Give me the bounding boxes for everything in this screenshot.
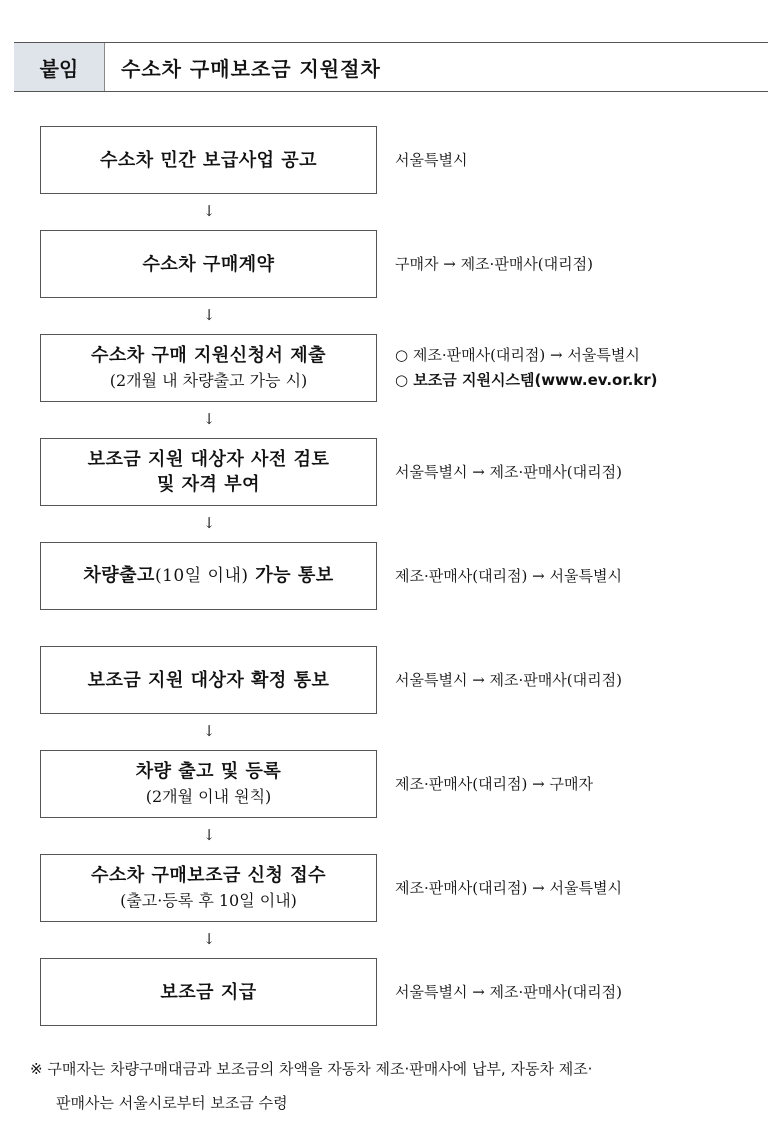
footnote <box>30 1052 778 1120</box>
step-box-3 <box>40 334 377 402</box>
step-subtitle: (출고·등록 후 10일 이내) <box>120 891 297 910</box>
step-box-9 <box>40 958 377 1026</box>
step-title-note: (10일 이내) <box>154 566 249 586</box>
step-title <box>83 563 333 589</box>
step-title: 수소차 구매 지원신청서 제출 <box>91 345 326 366</box>
down-arrow-icon: ↓ <box>202 826 216 844</box>
step-title: 수소차 구매계약 <box>142 253 275 275</box>
actor-text: ○ 제조·판매사(대리점) → 서울특별시 <box>395 346 640 364</box>
step-title: 보조금 지원 대상자 확정 통보 <box>87 669 330 691</box>
down-arrow-icon: ↓ <box>202 410 216 428</box>
step-box-4 <box>40 438 377 506</box>
down-arrow-icon: ↓ <box>202 514 216 532</box>
step-box-5 <box>40 542 377 610</box>
actor-text: 서울특별시 → 제조·판매사(대리점) <box>395 982 622 1001</box>
step-title-part: 가능 통보 <box>248 565 334 586</box>
step-actor-3 <box>395 334 775 402</box>
step-title: 보조금 지원 대상자 사전 검토 <box>87 449 330 470</box>
actor-text: 제조·판매사(대리점) → 구매자 <box>395 774 593 793</box>
down-arrow-icon: ↓ <box>202 930 216 948</box>
step-box-8 <box>40 854 377 922</box>
step-actor-2 <box>395 230 775 298</box>
support-system-text: ○ 보조금 지원시스템(www.ev.or.kr) <box>395 371 658 389</box>
step-title: 보조금 지급 <box>160 981 257 1003</box>
page-title: 수소차 구매보조금 지원절차 <box>121 56 381 81</box>
step-actor-5 <box>395 542 775 610</box>
step-subtitle: (2개월 내 차량출고 가능 시) <box>109 371 308 390</box>
step-actor-7 <box>395 750 775 818</box>
down-arrow-icon: ↓ <box>202 306 216 324</box>
step-actor-8 <box>395 854 775 922</box>
actor-text: 서울특별시 <box>395 150 468 169</box>
step-box-1 <box>40 126 377 194</box>
down-arrow-icon: ↓ <box>202 722 216 740</box>
section-header <box>14 42 768 92</box>
attachment-tag: 붙임 <box>14 43 105 91</box>
actor-text: 제조·판매사(대리점) → 서울특별시 <box>395 566 622 585</box>
step-box-2 <box>40 230 377 298</box>
step-box-7 <box>40 750 377 818</box>
step-title: 차량 출고 및 등록 <box>135 761 282 782</box>
step-actor-1 <box>395 126 775 194</box>
actor-text: 서울특별시 → 제조·판매사(대리점) <box>395 462 622 481</box>
step-actor-9 <box>395 958 775 1026</box>
step-actor-6 <box>395 646 775 714</box>
step-title: 수소차 민간 보급사업 공고 <box>99 149 318 171</box>
step-subtitle: (2개월 이내 원칙) <box>145 787 272 806</box>
footnote-line: 판매사는 서울시로부터 보조금 수령 <box>56 1094 288 1112</box>
actor-text: 구매자 → 제조·판매사(대리점) <box>395 254 593 273</box>
step-box-6 <box>40 646 377 714</box>
step-title-line2: 및 자격 부여 <box>157 474 260 495</box>
step-title-part: 차량출고 <box>83 565 155 586</box>
step-actor-4 <box>395 438 775 506</box>
actor-text: 제조·판매사(대리점) → 서울특별시 <box>395 878 622 897</box>
actor-text: 서울특별시 → 제조·판매사(대리점) <box>395 670 622 689</box>
footnote-line: ※ 구매자는 차량구매대금과 보조금의 차액을 자동차 제조·판매사에 납부, 자동차 제조· <box>30 1060 593 1078</box>
step-title: 수소차 구매보조금 신청 접수 <box>91 865 326 886</box>
down-arrow-icon: ↓ <box>202 202 216 220</box>
